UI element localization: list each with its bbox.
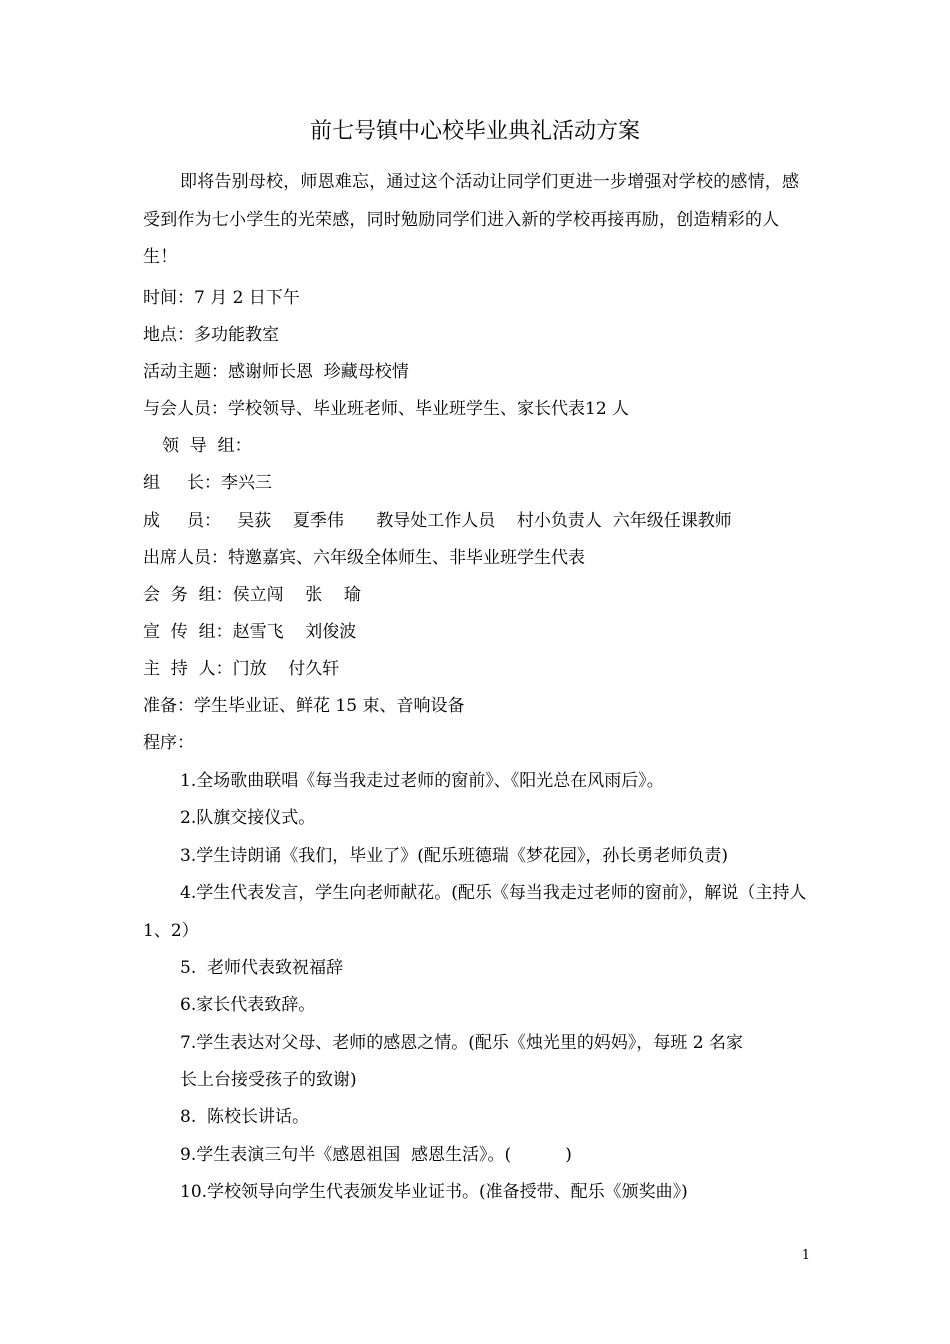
page-number: 1 [801,1248,810,1263]
info-preparation: 准备：学生毕业证、鲜花 15 束、音响设备 [143,696,465,716]
document-title: 前七号镇中心校毕业典礼活动方案 [309,119,640,144]
program-item: 1.全场歌曲联唱《每当我走过老师的窗前》、《阳光总在风雨后》。 [180,771,664,791]
info-present: 出席人员：特邀嘉宾、六年级全体师生、非毕业班学生代表 [143,548,585,568]
program-item: 2.队旗交接仪式。 [180,808,316,828]
program-item: 7.学生表达对父母、老师的感恩之情。(配乐《烛光里的妈妈》，每班 2 名家 [180,1033,743,1053]
info-program-heading: 程序： [143,733,194,753]
program-item: 9.学生表演三句半《感恩祖国 感恩生活》。( ) [180,1145,572,1165]
program-item: 6.家长代表致辞。 [180,995,316,1015]
info-members: 成 员： 吴荻 夏季伟 教导处工作人员 村小负责人 六年级任课教师 [143,511,732,531]
info-location: 地点：多功能教室 [143,325,279,345]
program-item: 10.学校领导向学生代表颁发毕业证书。(准备授带、配乐《颁奖曲》) [180,1182,688,1202]
program-item: 3.学生诗朗诵《我们，毕业了》(配乐班德瑞《梦花园》，孙长勇老师负责) [180,846,728,866]
program-item: 5. 老师代表致祝福辞 [180,958,344,978]
info-group-leader: 组 长：李兴三 [143,473,273,493]
info-leadership-group: 领 导 组： [162,436,252,456]
intro-paragraph: 即将告别母校，师恩难忘，通过这个活动让同学们更进一步增强对学校的感情，感受到作为七小学生的光荣感，同时勉励同学们进入新的学校再接再励，创造精彩的人生！ [143,172,800,267]
program-item-continued: 长上台接受孩子的致谢) [180,1070,357,1090]
program-item: 4.学生代表发言，学生向老师献花。(配乐《每当我走过老师的窗前》，解说（主持人 1、2） [143,883,807,941]
info-theme: 活动主题：感谢师长恩 珍藏母校情 [143,362,409,382]
info-publicity-group: 宣 传 组：赵雪飞 刘俊波 [143,622,357,642]
program-item: 8. 陈校长讲话。 [180,1107,310,1127]
info-hosts: 主 持 人：门放 付久轩 [143,659,340,679]
info-time: 时间：7 月 2 日下午 [143,288,300,308]
info-affairs-group: 会 务 组：侯立闯 张 瑜 [143,585,361,605]
info-attendees: 与会人员：学校领导、毕业班老师、毕业班学生、家长代表12 人 [143,399,630,419]
